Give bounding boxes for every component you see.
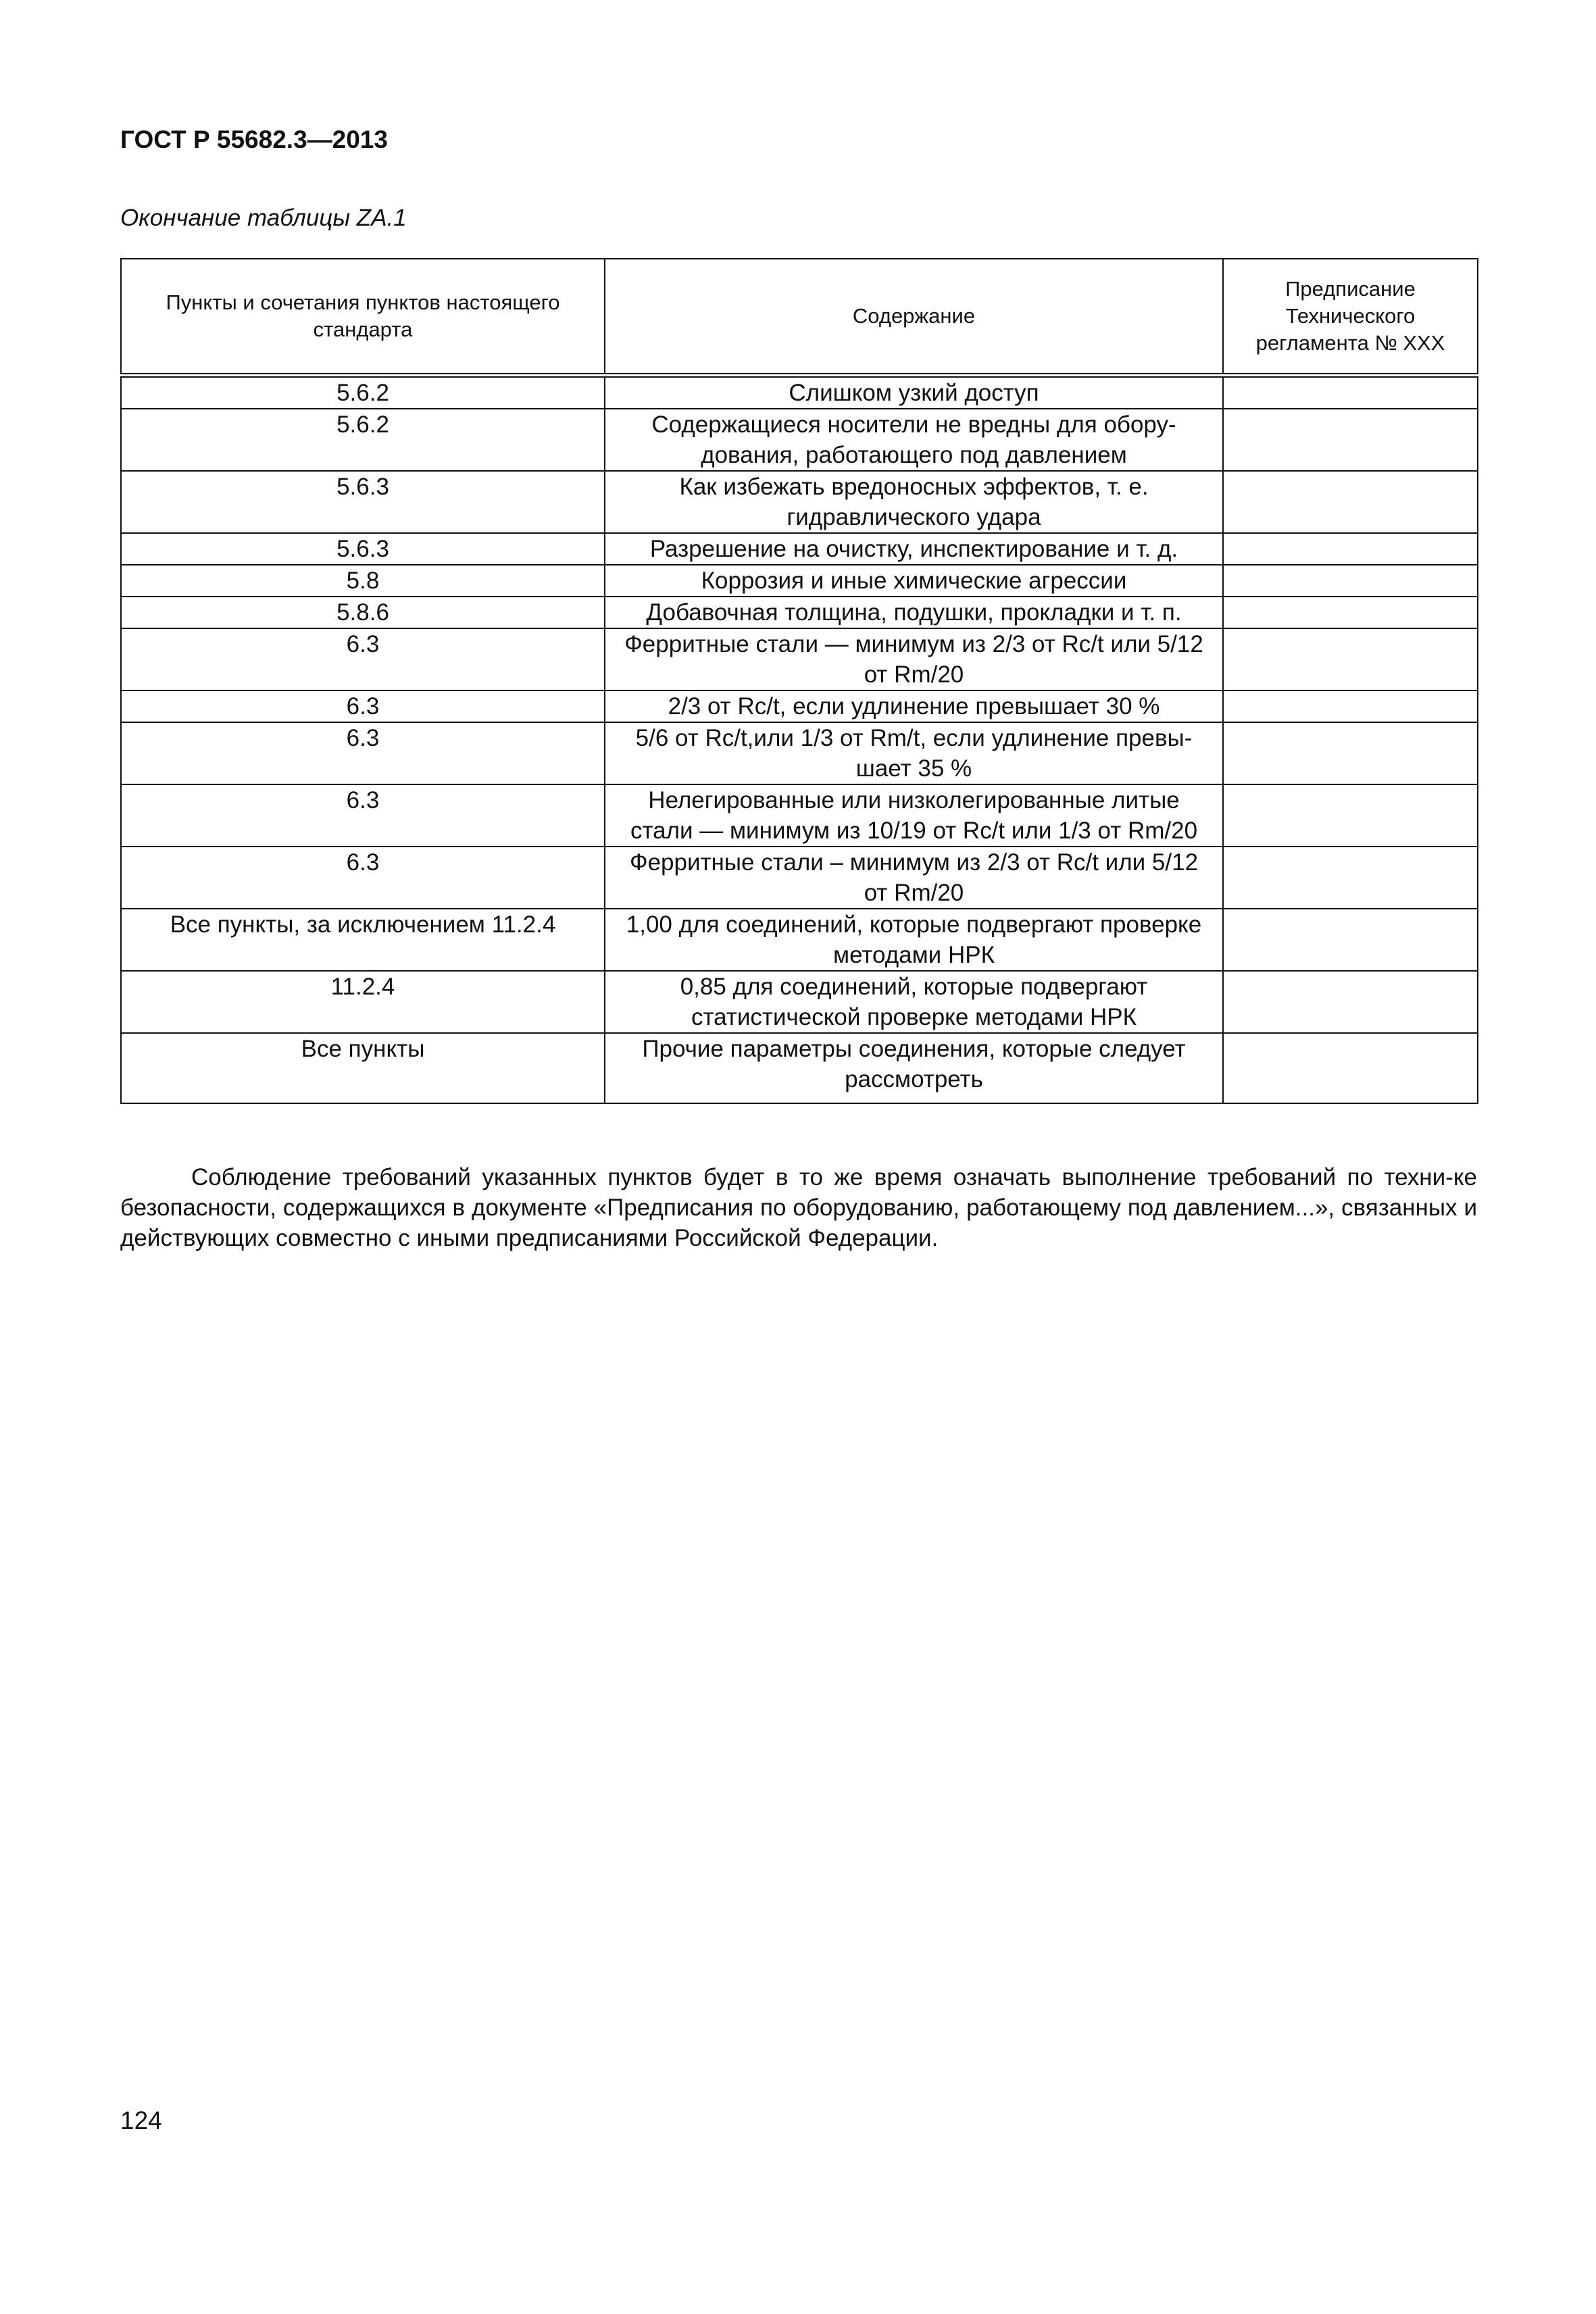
regulation-cell	[1223, 1033, 1478, 1103]
content-cell: Нелегированные или низколегированные литые стали — минимум из 10/19 от Rc/t или 1/3 от Rm/20	[605, 784, 1223, 847]
content-cell: Прочие параметры соединения, которые следует рассмотреть	[605, 1033, 1223, 1103]
clause-cell: Все пункты, за исключением 11.2.4	[121, 909, 605, 971]
page-number: 124	[120, 2107, 162, 2134]
regulation-cell	[1223, 847, 1478, 909]
clause-cell: 5.6.3	[121, 471, 605, 533]
table-row	[121, 784, 1478, 847]
column-header-clauses: Пункты и сочетания пунктов настоящего стандарта	[121, 259, 605, 376]
content-cell: 5/6 от Rc/t,или 1/3 от Rm/t, если удлинение превы-шает 35 %	[605, 722, 1223, 784]
table-header-row	[121, 259, 1478, 376]
clause-cell: 6.3	[121, 628, 605, 690]
regulation-cell	[1223, 722, 1478, 784]
table-row	[121, 376, 1478, 409]
table-row	[121, 1033, 1478, 1103]
compliance-paragraph: Соблюдение требований указанных пунктов будет в то же время означать выполнение требований по техни-ке безопасности, содержащихся в документе «Предписания по оборудованию, работающему под давлением...», связанных и действующих совместно с иными предписаниями Российской Федерации.	[120, 1164, 1477, 1251]
clause-cell: 5.6.3	[121, 533, 605, 565]
regulation-cell	[1223, 971, 1478, 1033]
table-row	[121, 628, 1478, 690]
content-cell: Разрешение на очистку, инспектирование и т. д.	[605, 533, 1223, 565]
clause-cell: 6.3	[121, 847, 605, 909]
column-header-regulation: Предписание Технического регламента № XXX	[1223, 259, 1478, 376]
content-cell: 2/3 от Rc/t, если удлинение превышает 30 %	[605, 690, 1223, 722]
content-cell: Коррозия и иные химические агрессии	[605, 565, 1223, 597]
table-row	[121, 909, 1478, 971]
table-row	[121, 690, 1478, 722]
content-cell: Добавочная толщина, подушки, прокладки и т. п.	[605, 597, 1223, 628]
regulation-cell	[1223, 909, 1478, 971]
regulation-cell	[1223, 471, 1478, 533]
regulation-cell	[1223, 376, 1478, 409]
regulation-cell	[1223, 784, 1478, 847]
regulation-cell	[1223, 597, 1478, 628]
clause-cell: 6.3	[121, 690, 605, 722]
clause-cell: 5.8.6	[121, 597, 605, 628]
table-row	[121, 533, 1478, 565]
regulation-cell	[1223, 690, 1478, 722]
table-row	[121, 409, 1478, 471]
content-cell: 0,85 для соединений, которые подвергают статистической проверке методами НРК	[605, 971, 1223, 1033]
table-row	[121, 565, 1478, 597]
column-header-content: Содержание	[605, 259, 1223, 376]
table-row	[121, 847, 1478, 909]
clause-cell: 5.6.2	[121, 376, 605, 409]
document-header-title: ГОСТ Р 55682.3—2013	[120, 126, 388, 153]
clause-cell: 6.3	[121, 722, 605, 784]
regulation-cell	[1223, 565, 1478, 597]
content-cell: Ферритные стали — минимум из 2/3 от Rc/t или 5/12 от Rm/20	[605, 628, 1223, 690]
table-row	[121, 722, 1478, 784]
table-row	[121, 971, 1478, 1033]
requirements-table	[120, 258, 1478, 1104]
content-cell: 1,00 для соединений, которые подвергают проверке методами НРК	[605, 909, 1223, 971]
content-cell: Слишком узкий доступ	[605, 376, 1223, 409]
clause-cell: Все пункты	[121, 1033, 605, 1103]
table-row	[121, 471, 1478, 533]
clause-cell: 5.6.2	[121, 409, 605, 471]
regulation-cell	[1223, 409, 1478, 471]
content-cell: Как избежать вредоносных эффектов, т. е. гидравлического удара	[605, 471, 1223, 533]
content-cell: Ферритные стали – минимум из 2/3 от Rc/t или 5/12 от Rm/20	[605, 847, 1223, 909]
clause-cell: 5.8	[121, 565, 605, 597]
content-cell: Содержащиеся носители не вредны для обору-дования, работающего под давлением	[605, 409, 1223, 471]
regulation-cell	[1223, 533, 1478, 565]
clause-cell: 6.3	[121, 784, 605, 847]
regulation-cell	[1223, 628, 1478, 690]
clause-cell: 11.2.4	[121, 971, 605, 1033]
table-row	[121, 597, 1478, 628]
table-caption: Окончание таблицы ZA.1	[120, 205, 407, 231]
